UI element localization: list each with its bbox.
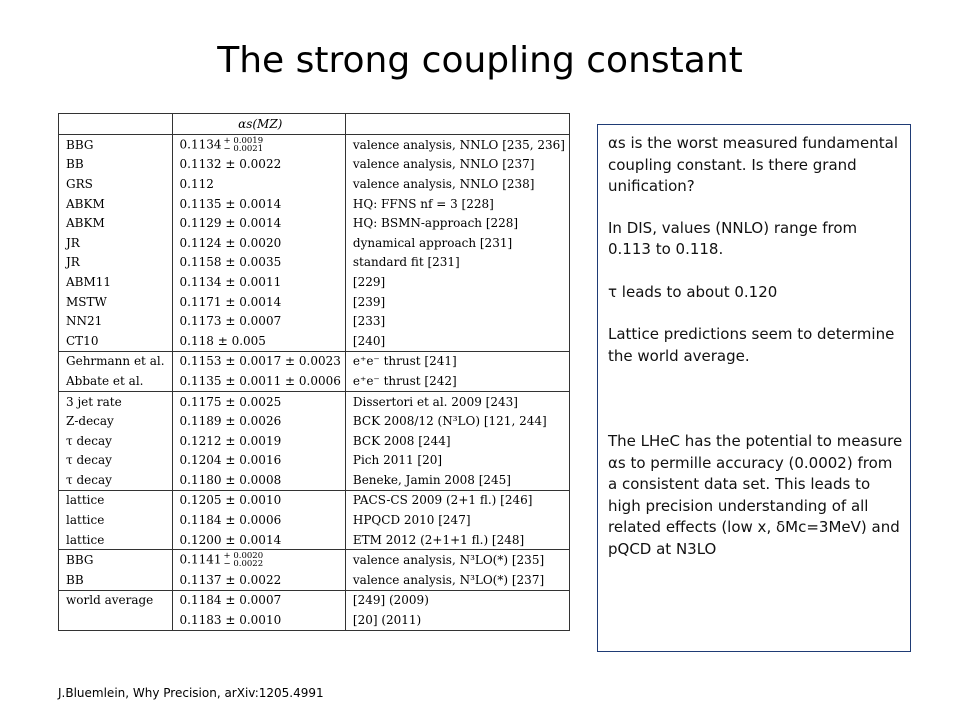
table-row [59,135,569,155]
asymmetric-error [224,552,264,568]
row-value: 0.1200 ± 0.0014 [172,530,345,550]
error-up: + 0.0020 [223,551,264,562]
row-value: 0.1189 ± 0.0026 [172,411,345,431]
table-row [59,550,569,570]
row-value: 0.1153 ± 0.0017 ± 0.0023 [172,351,345,371]
row-name: τ decay [59,431,172,451]
row-value: 0.1184 ± 0.0007 [172,590,345,610]
table-row [59,431,569,451]
row-name: ABM11 [59,272,172,292]
row-value [172,135,345,155]
row-reference: standard fit [231] [352,255,460,270]
row-name: τ decay [59,470,172,490]
row-name: Gehrmann et al. [59,351,172,371]
row-value: 0.1135 ± 0.0014 [172,194,345,214]
row-reference: ETM 2012 (2+1+1 fl.) [248] [352,532,525,547]
table-row [59,490,569,510]
row-value: 0.1204 ± 0.0016 [172,451,345,471]
row-reference: [240] [352,333,386,348]
alpha-s-table-grid [59,114,569,630]
row-reference: [233] [352,314,386,329]
row-name: lattice [59,510,172,530]
row-name: BBG [59,550,172,570]
table-row [59,371,569,391]
row-name: world average [59,590,172,610]
row-value-central: 0.1141 [179,552,222,567]
row-value: 0.118 ± 0.005 [172,331,345,351]
row-name: lattice [59,530,172,550]
table-row [59,213,569,233]
slide-title: The strong coupling constant [217,40,743,81]
row-reference: dynamical approach [231] [352,235,513,250]
row-value: 0.1171 ± 0.0014 [172,292,345,312]
info-box [597,124,911,652]
table-row [59,174,569,194]
table-body [59,135,569,630]
row-value: 0.1135 ± 0.0011 ± 0.0006 [172,371,345,391]
alpha-s-table [58,113,570,631]
table-row [59,570,569,590]
table-row [59,590,569,610]
row-name: Abbate et al. [59,371,172,391]
info-p5: The LHeC has the potential to measure αs to permille accuracy (0.0002) from a consistent data set. This leads to high precision understanding of all related effects (low x, δMc=3MeV) and pQCD at N3LO [608,432,903,558]
row-name: BB [59,155,172,175]
row-reference: BCK 2008 [244] [352,433,451,448]
error-down: − 0.0021 [223,143,264,154]
row-value-central: 0.1134 [179,137,222,152]
row-name: ABKM [59,213,172,233]
table-row [59,194,569,214]
table-header-blank [59,114,172,135]
row-value: 0.1124 ± 0.0020 [172,233,345,253]
row-value: 0.1158 ± 0.0035 [172,253,345,273]
table-header-row [59,114,569,135]
table-header-blank-ref [345,114,569,135]
row-value: 0.1184 ± 0.0006 [172,510,345,530]
row-reference: [229] [352,274,386,289]
row-value: 0.1175 ± 0.0025 [172,391,345,411]
row-reference: Beneke, Jamin 2008 [245] [352,472,511,487]
row-reference: valence analysis, NNLO [237] [352,157,535,172]
row-reference: [239] [352,294,386,309]
row-reference: [20] (2011) [352,613,422,628]
row-value [172,550,345,570]
table-row [59,530,569,550]
table-row [59,391,569,411]
row-reference: Dissertori et al. 2009 [243] [345,391,569,411]
row-reference: HQ: BSMN-approach [228] [352,216,519,231]
row-reference: HPQCD 2010 [247] [352,513,471,528]
row-name: Z-decay [59,411,172,431]
row-name: NN21 [59,311,172,331]
row-name: CT10 [59,331,172,351]
row-value: 0.1129 ± 0.0014 [172,213,345,233]
row-value: 0.1205 ± 0.0010 [172,490,345,510]
row-name: τ decay [59,451,172,471]
table-row [59,331,569,351]
row-value: 0.1180 ± 0.0008 [172,470,345,490]
row-reference: BCK 2008/12 (N³LO) [121, 244] [352,414,547,429]
row-reference: e⁺e⁻ thrust [241] [345,351,569,371]
row-value: 0.1132 ± 0.0022 [172,155,345,175]
source-citation: J.Bluemlein, Why Precision, arXiv:1205.4991 [58,686,324,700]
row-value: 0.1137 ± 0.0022 [172,570,345,590]
info-p4: Lattice predictions seem to determine the world average. [608,325,895,365]
row-name: ABKM [59,194,172,214]
row-name: BBG [59,135,172,155]
row-name: JR [59,253,172,273]
row-reference: valence analysis, NNLO [238] [352,176,535,191]
table-row [59,470,569,490]
table-row [59,272,569,292]
row-reference: valence analysis, NNLO [235, 236] [352,137,565,152]
asymmetric-error [224,137,264,153]
table-row [59,233,569,253]
row-value: 0.1134 ± 0.0011 [172,272,345,292]
row-name: 3 jet rate [59,391,172,411]
row-reference: HQ: FFNS nf = 3 [228] [352,196,494,211]
table-row [59,411,569,431]
error-down: − 0.0022 [223,559,264,570]
row-name: JR [59,233,172,253]
row-name: lattice [59,490,172,510]
table-header-alpha: αs(MZ) [172,114,345,135]
row-reference: valence analysis, N³LO(*) [235] [345,550,569,570]
table-row [59,510,569,530]
table-row [59,292,569,312]
row-value: 0.1173 ± 0.0007 [172,311,345,331]
table-row [59,351,569,371]
row-value: 0.1212 ± 0.0019 [172,431,345,451]
table-row [59,311,569,331]
row-name [59,610,172,630]
info-p1: αs is the worst measured fundamental coupling constant. Is there grand unification? [608,134,898,195]
row-value: 0.112 [172,174,345,194]
row-reference: [249] (2009) [345,590,569,610]
info-p3: τ leads to about 0.120 [608,282,778,301]
table-row [59,253,569,273]
row-name: GRS [59,174,172,194]
row-reference: PACS-CS 2009 (2+1 fl.) [246] [345,490,569,510]
row-reference: Pich 2011 [20] [352,453,443,468]
row-reference: valence analysis, N³LO(*) [237] [352,572,545,587]
row-value: 0.1183 ± 0.0010 [172,610,345,630]
table-row [59,451,569,471]
table-row [59,610,569,630]
error-up: + 0.0019 [223,135,264,146]
row-name: MSTW [59,292,172,312]
table-row [59,155,569,175]
row-reference: e⁺e⁻ thrust [242] [352,373,457,388]
row-name: BB [59,570,172,590]
info-p2: In DIS, values (NNLO) range from 0.113 to 0.118. [608,218,858,258]
